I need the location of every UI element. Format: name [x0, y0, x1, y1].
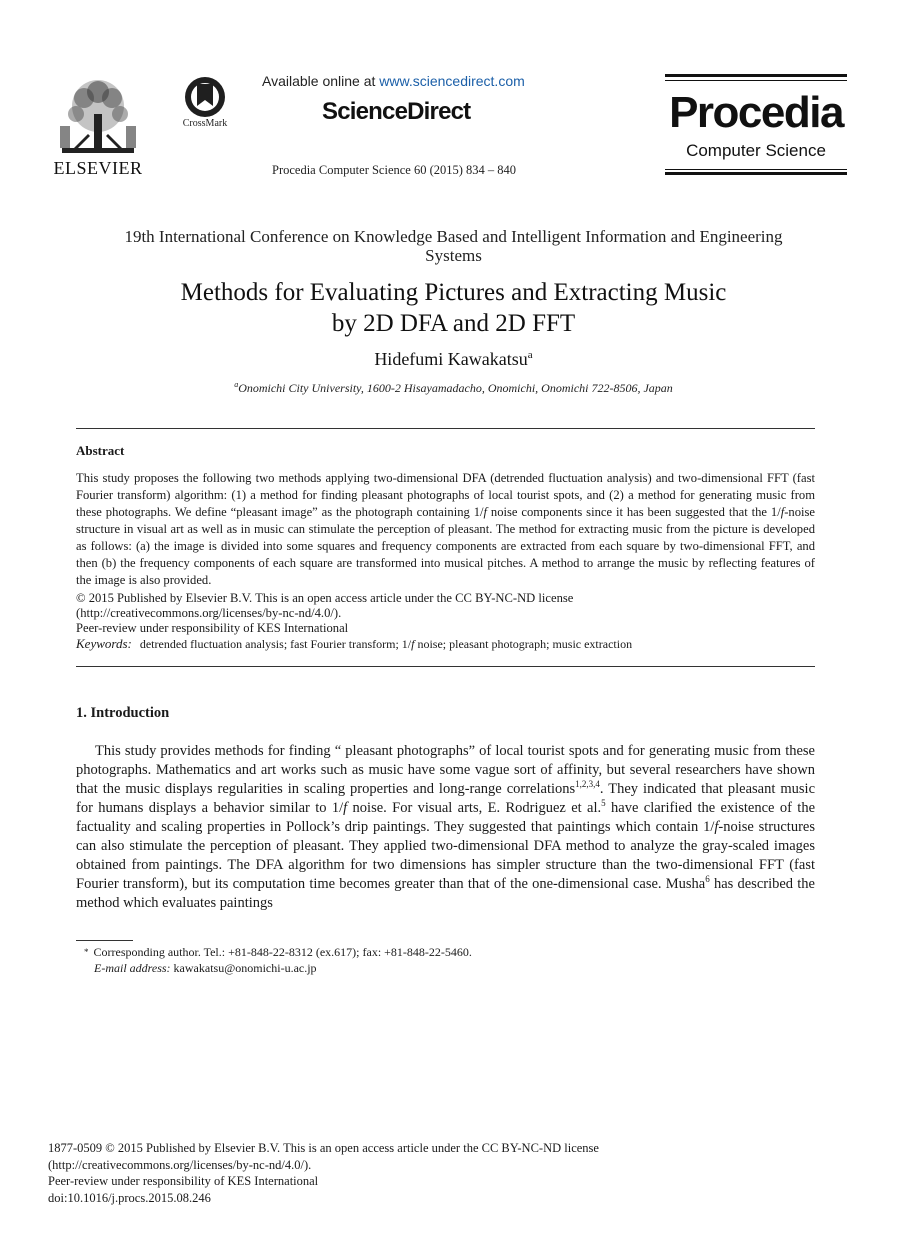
peer-review-line: Peer-review under responsibility of KES International [76, 621, 349, 635]
conference-name [60, 227, 847, 265]
intro-s6: has described the method which evaluates paintings [76, 876, 815, 911]
introduction-paragraph [76, 742, 815, 913]
intro-f-1: f [343, 800, 348, 816]
abstract-part-2: noise components since it has been suggested that the 1/ [487, 505, 781, 519]
citation-6[interactable]: 6 [705, 874, 710, 885]
bottom-peer-review: Peer-review under responsibility of KES International [48, 1174, 319, 1188]
email-address[interactable]: kawakatsu@onomichi-u.ac.jp [173, 961, 317, 975]
bottom-license-link[interactable]: (http://creativecommons.org/licenses/by-nc-nd/4.0/). [48, 1157, 312, 1172]
issn-line: 1877-0509 © 2015 Published by Elsevier B.V. This is an open access article under the CC BY-NC-ND license [48, 1141, 599, 1155]
abstract-part-1: This study proposes the following two methods applying two-dimensional DFA (detrended fluctuation analysis) and two-dimensional FFT (fast Fourier transform) algorithm: (1) a method for finding pleasant photographs of local tourist spots, and (2) a method for generating music from these photographs. We define “pleasant image” as the photograph containing 1/ [76, 471, 815, 519]
conference-line-1: 19th International Conference on Knowledge Based and Intelligent Information and Engineering [124, 227, 783, 246]
intro-s4: have clarified the existence of the factuality and scaling properties in Pollock’s drip paintings. They suggested that paintings which contain 1/ [76, 800, 816, 835]
title-line-1: Methods for Evaluating Pictures and Extracting Music [180, 279, 727, 306]
crossmark-badge[interactable] [175, 76, 235, 136]
license-block [76, 591, 815, 636]
copyright-line: © 2015 Published by Elsevier B.V. This is an open access article under the CC BY-NC-ND license [76, 591, 574, 605]
intro-s3: noise. For visual arts, E. Rodriguez et al. [347, 800, 602, 816]
footnote-mark: * [84, 947, 89, 957]
license-link[interactable]: (http://creativecommons.org/licenses/by-nc-nd/4.0/). [76, 606, 342, 620]
intro-s5: -noise structures can also stimulate the perception of pleasant. They applied two-dimensional DFA method to analyze the gray-scaled images obtained from paintings. The DFA algorithm for two dimensions has simpler structure than the two-dimensional FFT (fast Fourier transform), but its computation time becomes greater than that of the one-dimensional case. Musha [76, 819, 815, 892]
title-line-2: by 2D DFA and 2D FFT [331, 310, 576, 337]
keywords-f: f [411, 637, 415, 651]
introduction-text [76, 742, 815, 913]
procedia-bottom-rule [665, 172, 847, 175]
corresponding-author-text: Corresponding author. Tel.: +81-848-22-8312 (ex.617); fax: +81-848-22-5460. [93, 945, 472, 959]
intro-f-2: f [714, 819, 719, 835]
doi[interactable]: doi:10.1016/j.procs.2015.08.246 [48, 1190, 211, 1205]
procedia-bottom-rule-thin [665, 169, 847, 170]
elsevier-tree-icon [54, 76, 142, 156]
abstract-text [76, 470, 815, 589]
procedia-top-rule-thin [665, 80, 847, 81]
procedia-subtitle: Computer Science [686, 141, 826, 160]
email-label: E-mail address: [94, 961, 171, 975]
citation-5[interactable]: 5 [601, 798, 606, 809]
keywords-pre: detrended fluctuation analysis; fast Fourier transform; 1/ [139, 637, 412, 651]
journal-reference: Procedia Computer Science 60 (2015) 834 – 840 [272, 163, 517, 177]
abstract-heading: Abstract [76, 443, 125, 458]
abstract-f-1: f [483, 505, 487, 519]
sciencedirect-wordmark: ScienceDirect [322, 98, 471, 125]
abstract-f-2: f [780, 505, 785, 519]
footnote-rule [76, 940, 133, 941]
sciencedirect-link[interactable]: www.sciencedirect.com [379, 73, 525, 89]
intro-s1: This study provides methods for finding “ pleasant photographs” of local tourist spots and for generating music from these photographs. Mathematics and art works such as music have some vague sort of affinity, but several researchers have shown that the music displays regularities in scaling properties and long-range correlations [76, 743, 815, 797]
available-prefix: Available online at [262, 73, 376, 89]
section-heading-introduction: 1. Introduction [76, 705, 170, 721]
crossmark-icon [175, 76, 235, 118]
abstract-part-3: -noise structure in visual art as well as in music can stimulate the perception of pleasant. The method for extracting music from the picture is developed as follows: (a) the image is divided into some squares and frequency components are extracted from each square by two-dimensional FFT, and then (b) the frequency components of each square are transformed into musical pitches. A method to arrange the music by reflecting features of the image is also provided. [76, 505, 815, 587]
elsevier-wordmark: ELSEVIER [53, 158, 143, 178]
corresponding-author-line [84, 944, 784, 960]
conference-line-2: Systems [425, 246, 482, 265]
paper-title [60, 277, 847, 339]
keywords-label: Keywords: [76, 636, 132, 651]
keywords [76, 636, 815, 652]
procedia-title: Procedia [669, 88, 843, 137]
procedia-top-rule [665, 74, 847, 77]
keywords-post: noise; pleasant photograph; music extraction [414, 637, 633, 651]
abstract-bottom-rule [76, 666, 815, 667]
available-online [262, 73, 525, 89]
email-line [84, 960, 784, 976]
footnote [84, 944, 784, 976]
crossmark-label: CrossMark [182, 118, 228, 129]
citation-1-4[interactable]: 1,2,3,4 [575, 779, 600, 790]
author-name: Hidefumi Kawakatsu [374, 349, 528, 369]
intro-s2: . They indicated that pleasant music for humans displays a behavior similar to 1/ [76, 781, 816, 816]
affiliation [60, 380, 847, 396]
procedia-logo [665, 74, 847, 174]
author [60, 349, 847, 370]
bottom-publication-info [48, 1140, 748, 1206]
abstract-top-rule [76, 428, 815, 429]
elsevier-logo [50, 76, 146, 176]
author-affiliation-mark: a [527, 349, 533, 361]
affiliation-text: Onomichi City University, 1600-2 Hisayamadacho, Onomichi, Onomichi 722-8506, Japan [238, 381, 673, 395]
affiliation-mark: a [234, 380, 239, 389]
